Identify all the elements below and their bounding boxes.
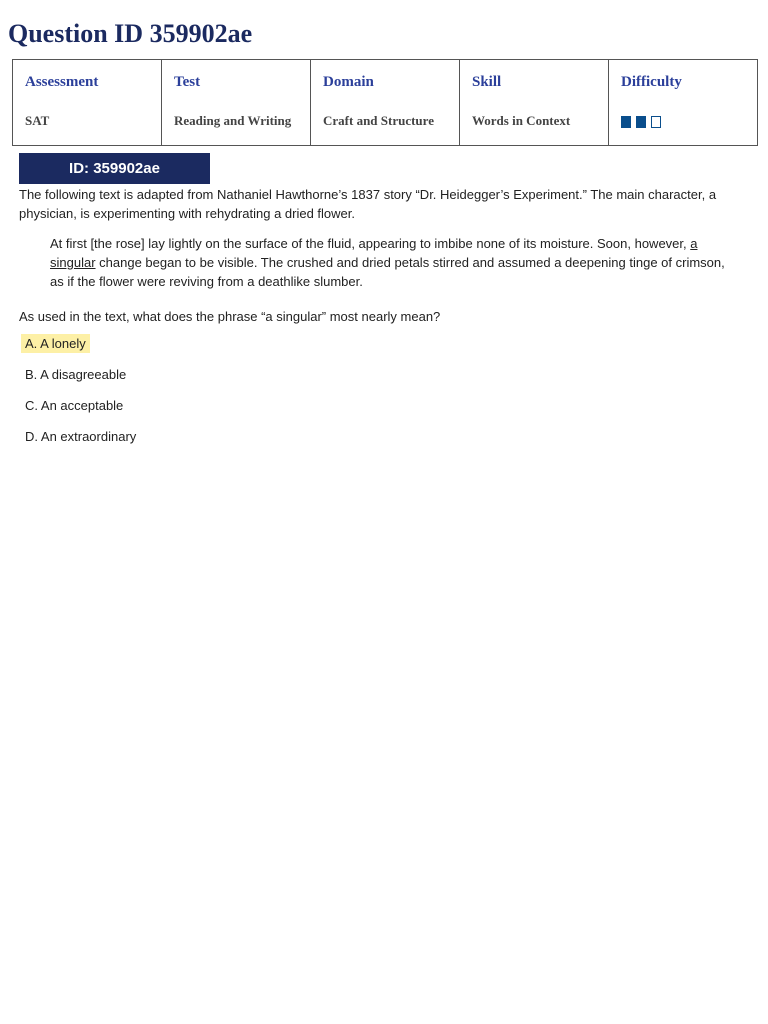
difficulty-square-filled — [621, 116, 631, 128]
page-title: Question ID 359902ae — [8, 19, 253, 48]
meta-value-skill: Words in Context — [472, 113, 571, 128]
meta-value-assessment: SAT — [25, 113, 50, 128]
question-id-banner: ID: 359902ae — [19, 153, 210, 184]
choice-a[interactable] — [21, 334, 140, 365]
meta-value-test: Reading and Writing — [174, 113, 292, 128]
meta-label-domain: Domain — [323, 74, 374, 90]
meta-cell-domain — [311, 60, 460, 146]
meta-cell-test — [162, 60, 311, 146]
meta-label-difficulty: Difficulty — [621, 74, 682, 90]
passage-underlined-phrase: a singular — [50, 236, 698, 270]
meta-value-domain: Craft and Structure — [323, 113, 434, 128]
choice-c-label: C. An acceptable — [25, 398, 124, 413]
choice-b[interactable] — [21, 365, 140, 396]
meta-label-test: Test — [174, 74, 201, 90]
meta-label-assessment: Assessment — [25, 74, 99, 90]
question-stem: As used in the text, what does the phrase “a singular” most nearly mean? — [19, 309, 441, 324]
meta-cell-skill — [460, 60, 609, 146]
difficulty-square-filled — [636, 116, 646, 128]
question-meta-table — [12, 59, 758, 146]
meta-label-skill: Skill — [472, 74, 502, 90]
choice-c[interactable] — [21, 396, 140, 427]
answer-choices — [21, 334, 140, 458]
meta-cell-difficulty — [609, 60, 758, 146]
passage-intro: The following text is adapted from Nathaniel Hawthorne’s 1837 story “Dr. Heidegger’s Experiment.” The main character, a physician, is experimenting with rehydrating a dried flower. — [19, 187, 717, 221]
passage-text-before: At first [the rose] lay lightly on the surface of the fluid, appearing to imbibe none of its moisture. Soon, however, — [50, 236, 691, 251]
choice-b-label: B. A disagreeable — [25, 367, 127, 382]
difficulty-square-empty — [651, 116, 661, 128]
choice-d-label: D. An extraordinary — [25, 429, 137, 444]
choice-a-label: A. A lonely — [21, 334, 90, 353]
passage-text-after: change began to be visible. The crushed and dried petals stirred and assumed a deepening tinge of crimson, as if the flower were reviving from a deathlike slumber. — [50, 255, 725, 289]
meta-cell-assessment — [13, 60, 162, 146]
choice-d[interactable] — [21, 427, 140, 458]
difficulty-indicator — [621, 116, 745, 128]
passage-text — [50, 234, 740, 291]
